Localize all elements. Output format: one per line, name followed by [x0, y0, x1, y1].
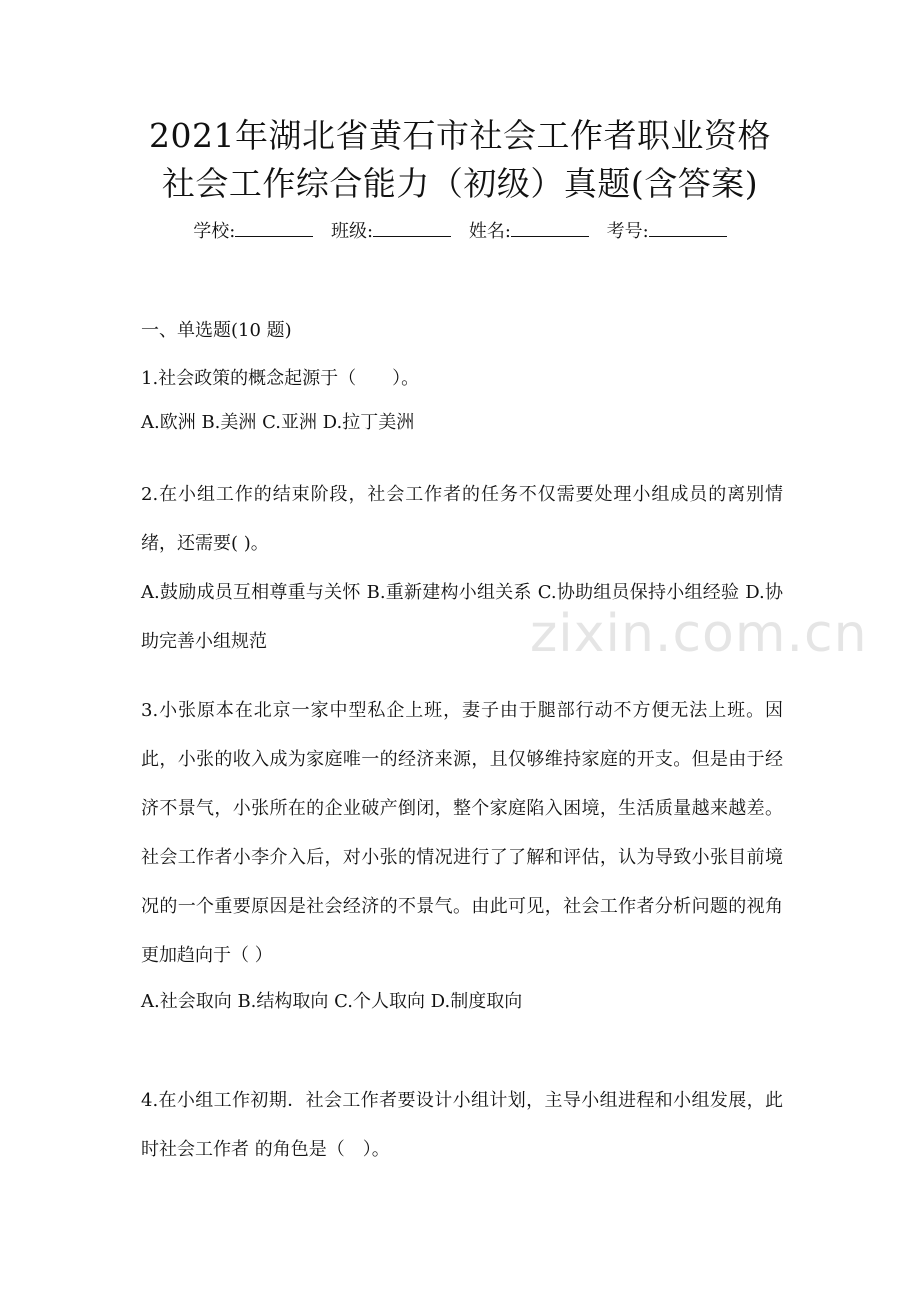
name-field — [469, 221, 589, 242]
exam-number-label: 考号: — [606, 221, 649, 242]
question-1-options: A.欧洲 B.美洲 C.亚洲 D.拉丁美洲 — [141, 412, 415, 433]
document-title-line-1: 2021年湖北省黄石市社会工作者职业资格 — [149, 116, 771, 155]
question-4-text: 4.在小组工作初期．社会工作者要设计小组计划，主导小组进程和小组发展，此时社会工作者 的角色是（ ）。 — [141, 1090, 783, 1160]
class-blank — [373, 218, 451, 237]
school-field — [193, 221, 313, 242]
student-info-line — [0, 218, 920, 245]
question-3-options: A.社会取向 B.结构取向 C.个人取向 D.制度取向 — [141, 991, 523, 1012]
school-label: 学校: — [193, 221, 236, 242]
school-blank — [235, 218, 313, 237]
class-label: 班级: — [331, 221, 374, 242]
question-2-options: A.鼓励成员互相尊重与关怀 B.重新建构小组关系 C.协助组员保持小组经验 D.协助完善小组规范 — [141, 582, 783, 652]
section-heading: 一、单选题(10 题) — [141, 320, 292, 341]
exam-number-field — [607, 221, 727, 242]
watermark: zixin.com.cn — [530, 604, 868, 664]
question-1-text: 1.社会政策的概念起源于（ ）。 — [141, 368, 420, 389]
document-title-line-2: 社会工作综合能力（初级）真题(含答案) — [161, 164, 759, 203]
name-blank — [511, 218, 589, 237]
name-label: 姓名: — [468, 221, 511, 242]
exam-number-blank — [649, 218, 727, 237]
question-2-text: 2.在小组工作的结束阶段，社会工作者的任务不仅需要处理小组成员的离别情绪，还需要( )。 — [141, 484, 783, 554]
question-3-text: 3.小张原本在北京一家中型私企上班，妻子由于腿部行动不方便无法上班。因此，小张的收入成为家庭唯一的经济来源，且仅够维持家庭的开支。但是由于经济不景气，小张所在的企业破产倒闭，整个家庭陷入困境，生活质量越来越差。社会工作者小李介入后，对小张的情况进行了了解和评估，认为导致小张目前境况的一个重要原因是社会经济的不景气。由此可见，社会工作者分析问题的视角更加趋向于（ ） — [141, 700, 783, 966]
class-field — [331, 221, 451, 242]
